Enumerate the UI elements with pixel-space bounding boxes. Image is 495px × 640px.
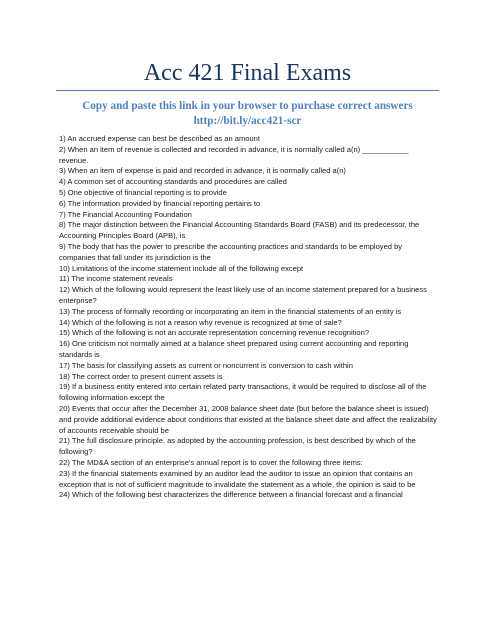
question-item: 15) Which of the following is not an accurate representation concerning revenue recognition? bbox=[59, 328, 370, 338]
question-item: 13) The process of formally recording or incorporating an item in the financial statements of an entity is bbox=[59, 306, 402, 316]
question-item: 21) The full disclosure principle, as adopted by the accounting profession, is best described by which of the following? bbox=[59, 436, 416, 457]
question-item: 17) The basis for classifying assets as current or noncurrent is conversion to cash within bbox=[59, 360, 353, 370]
question-item: 23) If the financial statements examined by an auditor lead the auditor to issue an opinion that contains an exception that is not of sufficient magnitude to invalidate the statement as a whole, the opinion is said to be bbox=[59, 468, 416, 489]
document-title: Acc 421 Final Exams bbox=[143, 60, 352, 86]
question-item: 9) The body that has the power to prescribe the accounting practices and standards to be employed by companies that fall under its jurisdiction is the bbox=[59, 241, 403, 262]
purchase-link[interactable]: http://bit.ly/acc421-scr bbox=[193, 115, 302, 127]
question-item: 10) Limitations of the income statement include all of the following except bbox=[59, 263, 304, 273]
question-item: 12) Which of the following would represent the least likely use of an income statement prepared for a business enterprise? bbox=[59, 285, 427, 305]
question-item: 11) The income statement reveals bbox=[59, 274, 173, 284]
question-item: 18) The correct order to present current assets is bbox=[59, 371, 223, 381]
title-underline bbox=[56, 90, 439, 91]
question-item: 5) One objective of financial reporting is to provide bbox=[59, 187, 227, 197]
question-item: 4) A common set of accounting standards and procedures are called bbox=[59, 177, 287, 187]
question-item: 3) When an item of expense is paid and recorded in advance, it is normally called a(n) bbox=[59, 166, 346, 176]
purchase-instructions bbox=[56, 99, 439, 129]
question-item: 22) The MD&A section of an enterprise's annual report is to cover the following three items: bbox=[59, 457, 363, 467]
purchase-instructions-text: Copy and paste this link in your browser to purchase correct answers bbox=[82, 100, 413, 112]
question-item: 20) Events that occur after the December 31, 2008 balance sheet date (but before the balance sheet is issued) and provide additional evidence about conditions that existed at the balance sheet date and affect the realizability of accounts receivable should be bbox=[59, 403, 437, 435]
question-item: 7) The Financial Accounting Foundation bbox=[59, 209, 192, 219]
question-item: 24) Which of the following best characterizes the difference between a financial forecast and a financial bbox=[59, 490, 403, 500]
question-item: 16) One criticism not normally aimed at a balance sheet prepared using current accounting and reporting standards is bbox=[59, 339, 409, 359]
question-list bbox=[59, 134, 439, 501]
question-item: 8) The major distinction between the Financial Accounting Standards Board (FASB) and its predecessor, the Accounting Principles Board (APB), is bbox=[59, 220, 420, 241]
question-item: 14) Which of the following is not a reason why revenue is recognized at time of sale? bbox=[59, 317, 342, 327]
question-item: 6) The information provided by financial reporting pertains to bbox=[59, 198, 261, 208]
question-item: 1) An accrued expense can best be described as an amount bbox=[59, 134, 260, 143]
question-item: 2) When an item of revenue is collected and recorded in advance, it is normally called a(n) ___________ revenue. bbox=[59, 144, 409, 165]
question-item: 19) If a business entity entered into certain related party transactions, it would be required to disclose all of the following information except the bbox=[59, 382, 427, 403]
